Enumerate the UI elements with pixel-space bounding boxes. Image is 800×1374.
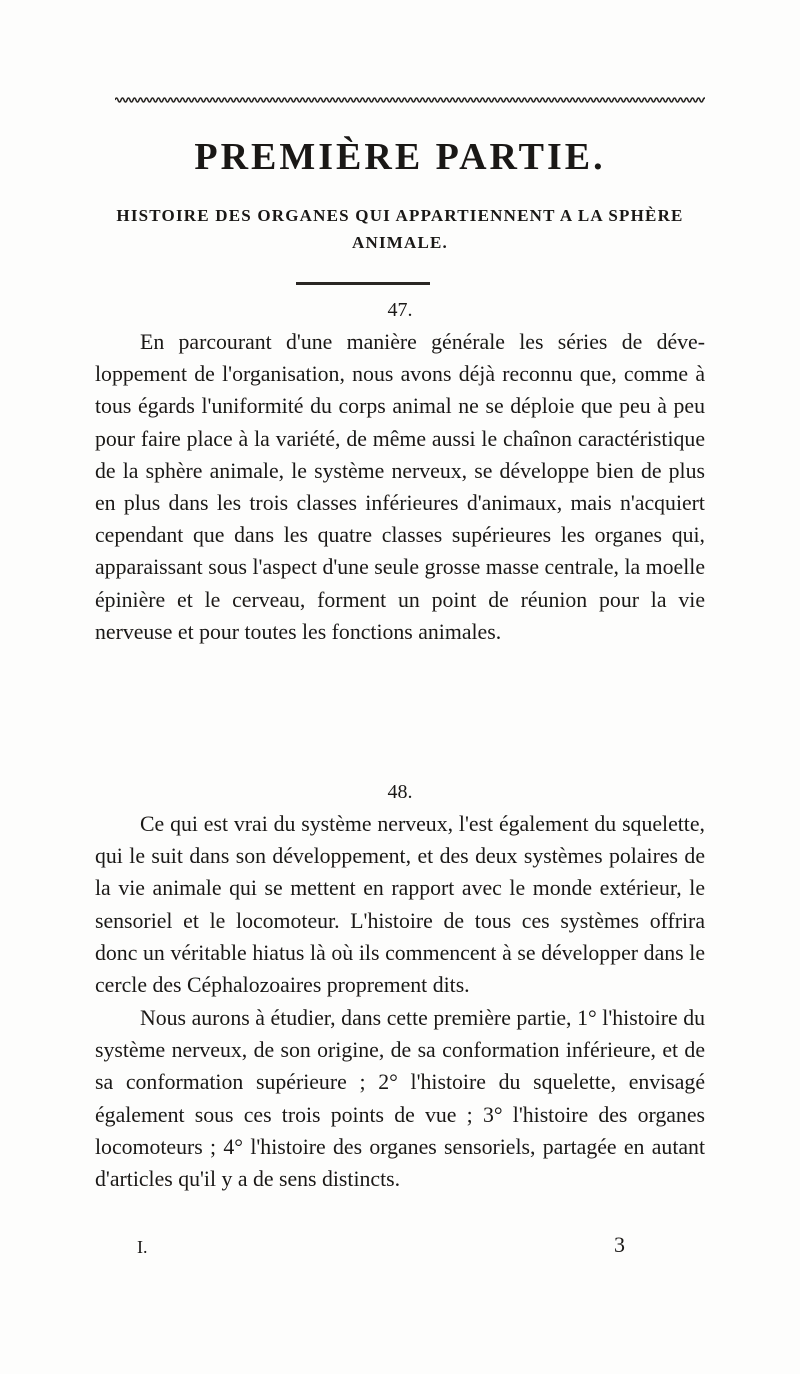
page-number: 3: [614, 1232, 625, 1257]
header-ornament-rule: [115, 95, 705, 105]
signature-mark: I.: [137, 1237, 148, 1257]
paragraph-overview: Nous aurons à étudier, dans cette première partie, 1° l'histoire du système nerveux, de son origine, de sa conformation inférieure, et de sa conformation supérieure ; 2° l'histoire du squelette, envisagé également sous ces trois points de vue ; 3° l'histoire des organes locomoteurs ; 4° l'histoire des organes sensoriels, partagée en autant d'articles qu'il y a de sens distincts.: [95, 1006, 705, 1192]
part-subtitle: HISTOIRE DES ORGANES QUI APPARTIENNENT A LA SPHÈRE ANIMALE.: [116, 206, 684, 252]
paragraph-47: En parcourant d'une manière générale les séries de développement de l'organisation, nous avons déjà reconnu que, comme à tous égards l'uniformité du corps animal ne se déploie que peu à peu pour faire place à la variété, de même aussi le chaînon caractéristique de la sphère animale, le système nerveux, se développe bien de plus en plus dans les trois classes inférieures d'animaux, mais n'acquiert cependant que dans les quatre classes supérieures les organes qui, apparaissant sous l'aspect d'une seule grosse masse centrale, la moelle épinière et le cerveau, forment un point de réunion pour la vie nerveuse et pour toutes les fonctions animales.: [95, 330, 705, 644]
separator-rule: [296, 282, 430, 285]
ornament-wave: [115, 98, 705, 102]
part-title: PREMIÈRE PARTIE.: [194, 136, 606, 178]
paragraph-48: Ce qui est vrai du système nerveux, l'est également du squelette, qui le suit dans son développement, et des deux systèmes polaires de la vie animale qui se mettent en rapport avec le monde extérieur, le sensoriel et le locomoteur. L'histoire de tous ces systèmes offrira donc un véritable hiatus là où ils commencent à se développer dans le cercle des Céphalozoaires proprement dits.: [95, 812, 705, 998]
section-number-47: 47.: [387, 299, 413, 321]
section-number-48: 48.: [387, 781, 413, 803]
